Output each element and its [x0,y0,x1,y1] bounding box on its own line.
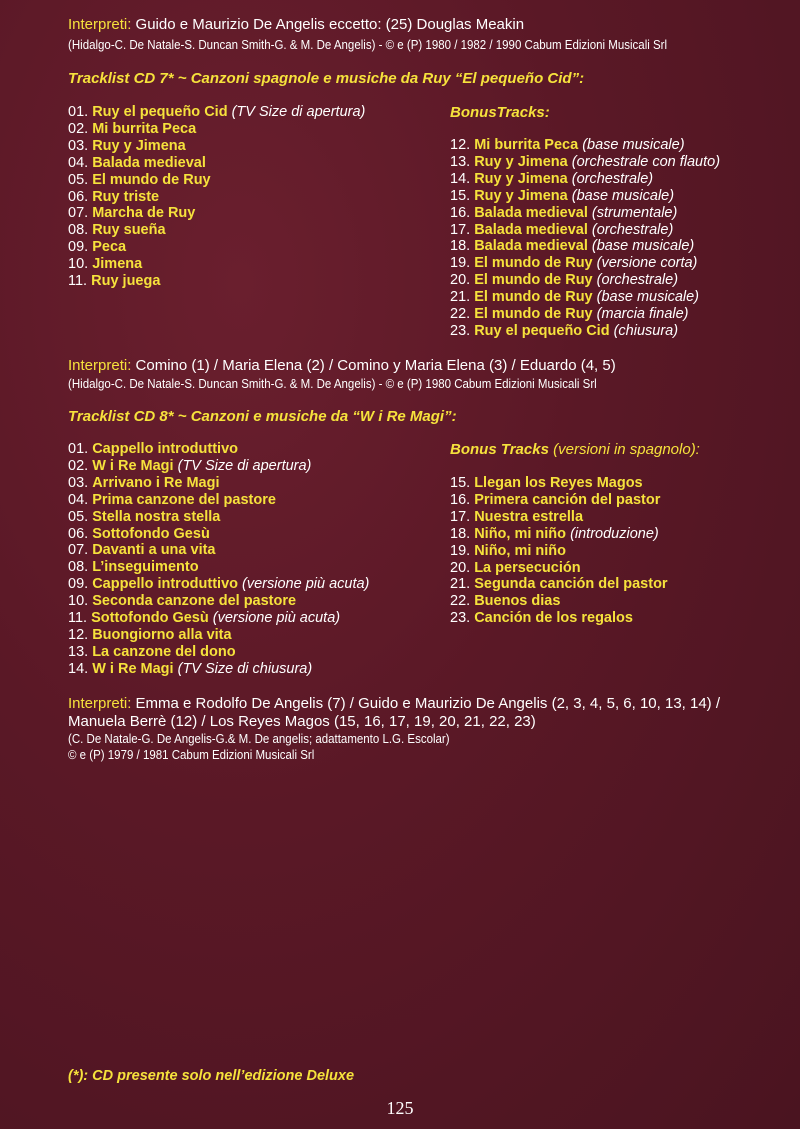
cd8-left-list [68,441,369,678]
track-title: Peca [92,239,127,256]
track-row [450,188,720,205]
track-row [68,542,369,559]
track-number: 04. [68,154,89,171]
track-title: Seconda canzone del pastore [92,593,297,610]
track-note: (introduzione) [570,525,659,542]
track-row [68,526,369,543]
track-row [450,526,668,543]
track-number: 13. [68,643,89,660]
track-title: Ruy el pequeño Cid [92,104,228,120]
track-number: 05. [68,171,89,188]
track-title: Ruy el pequeño Cid [474,322,610,339]
track-number: 15. [450,187,471,204]
track-row [68,138,365,155]
track-row [450,492,668,509]
track-title: El mundo de Ruy [474,255,593,272]
interpreti-label: Interpreti: [68,16,132,33]
track-title: Cappello introduttivo [92,576,238,593]
track-row [68,205,365,222]
track-number: 18. [450,238,471,255]
track-row [68,189,365,206]
track-number: 04. [68,491,89,508]
track-row [68,239,365,256]
track-row [68,104,365,121]
credits-line-1: (Hidalgo-C. De Natale-S. Duncan Smith-G. & M. De Angelis) - © e (P) 1980 / 1982 / 1990 Cabum Edizioni Musicali Srl [68,38,668,52]
track-row [68,644,369,661]
track-row [68,559,369,576]
track-title: El mundo de Ruy [474,272,593,289]
track-title: La persecución [474,559,581,576]
track-note: (base musicale) [596,289,699,306]
track-title: W i Re Magi [92,660,174,677]
track-note: (marcia finale) [596,306,689,323]
track-number: 03. [68,137,89,154]
cd8-credits-1: (C. De Natale-G. De Angelis-G.& M. De angelis; adattamento L.G. Escolar) [68,732,450,746]
cd8-bonus-label: Bonus Tracks [450,441,549,458]
track-row [68,256,365,273]
track-row [450,205,720,222]
track-row [68,121,365,138]
track-row [450,560,668,577]
track-row [68,509,369,526]
track-number: 17. [450,221,471,238]
track-note: (base musicale) [582,137,685,153]
track-title: Balada medieval [474,221,588,238]
track-note: (strumentale) [591,204,678,221]
track-note: (TV Size di chiusura) [177,660,313,677]
track-title: Mi burrita Peca [92,120,197,137]
track-row [68,661,369,678]
track-row [450,593,668,610]
track-title: Ruy y Jimena [474,187,568,204]
cd8-bonus-header [450,441,700,458]
track-title: Balada medieval [474,238,588,255]
track-row [68,593,369,610]
track-title: Sottofondo Gesù [92,525,210,542]
track-number: 17. [450,508,471,525]
track-title: Jimena [92,256,143,273]
track-row [450,272,720,289]
track-note: (orchestrale) [596,272,679,289]
track-title: Llegan los Reyes Magos [474,475,643,491]
track-row [68,492,369,509]
track-number: 06. [68,188,89,205]
track-number: 05. [68,508,89,525]
track-row [450,255,720,272]
track-row [450,222,720,239]
track-title: Ruy y Jimena [474,170,568,187]
track-number: 09. [68,576,89,593]
page-number: 125 [386,1098,414,1118]
track-number: 11. [68,273,88,290]
track-number: 02. [68,120,89,137]
track-number: 09. [68,239,89,256]
cd8-interpreti-label: Interpreti: [68,695,132,712]
track-row [450,171,720,188]
track-row [450,610,668,627]
track-title: Ruy y Jimena [92,137,186,154]
track-note: (orchestrale) [591,221,674,238]
cd8-interpreti-2: Manuela Berrè (12) / Los Reyes Magos (15, 16, 17, 19, 20, 21, 22, 23) [68,713,536,730]
track-row [68,458,369,475]
track-title: Buenos dias [474,593,561,610]
cd7-interpreti-text: Comino (1) / Maria Elena (2) / Comino y Maria Elena (3) / Eduardo (4, 5) [135,357,616,374]
track-number: 10. [68,256,89,273]
track-number: 03. [68,474,89,491]
track-title: Ruy y Jimena [474,153,568,170]
track-number: 07. [68,205,89,222]
track-row [450,323,720,340]
cd7-credits: (Hidalgo-C. De Natale-S. Duncan Smith-G. & M. De Angelis) - © e (P) 1980 Cabum Edizioni Musicali Srl [68,377,597,391]
track-number: 16. [450,491,471,508]
track-title: Segunda canción del pastor [474,576,668,593]
footnote: (*): CD presente solo nell’edizione Deluxe [68,1068,355,1084]
track-number: 12. [68,626,89,643]
track-note: (base musicale) [591,238,695,255]
track-row [68,610,369,627]
track-title: Davanti a una vita [92,542,216,559]
track-row [450,576,668,593]
track-note: (versione corta) [596,255,698,272]
track-note: (versione più acuta) [242,576,370,593]
interpreti-line-1 [68,16,524,33]
track-number: 11. [68,610,88,627]
track-number: 01. [68,104,89,120]
track-title: Cappello introduttivo [92,441,238,457]
cd7-right-list [450,137,720,340]
track-row [68,273,365,290]
track-number: 20. [450,559,471,576]
cd8-bonus-note: (versioni in spagnolo): [553,441,700,458]
cd8-heading: Tracklist CD 8* ~ Canzoni e musiche da “W i Re Magi”: [68,408,457,425]
track-number: 16. [450,204,471,221]
cd8-right-list [450,475,668,627]
track-title: Balada medieval [474,204,588,221]
track-row [450,306,720,323]
track-row [450,475,668,492]
track-number: 22. [450,593,471,610]
cd7-heading: Tracklist CD 7* ~ Canzoni spagnole e musiche da Ruy “El pequeño Cid”: [68,70,585,87]
track-title: L’inseguimento [92,559,199,576]
track-title: Ruy sueña [92,222,166,239]
track-number: 12. [450,137,471,153]
track-number: 18. [450,525,471,542]
track-row [68,441,369,458]
track-title: Balada medieval [92,154,206,171]
track-number: 13. [450,153,471,170]
track-title: Mi burrita Peca [474,137,579,153]
track-row [68,576,369,593]
track-note: (orchestrale con flauto) [571,153,721,170]
track-number: 02. [68,457,89,474]
track-title: Ruy triste [92,188,160,205]
track-number: 08. [68,222,89,239]
track-title: Niño, mi niño [474,525,567,542]
track-number: 20. [450,272,471,289]
cd7-interpreti-label: Interpreti: [68,357,132,374]
track-row [68,222,365,239]
track-row [450,543,668,560]
track-number: 14. [68,660,89,677]
track-number: 19. [450,542,471,559]
track-row [68,155,365,172]
track-title: W i Re Magi [92,457,174,474]
track-title: Nuestra estrella [474,508,584,525]
track-number: 06. [68,525,89,542]
track-title: Arrivano i Re Magi [92,474,220,491]
track-row [68,627,369,644]
track-number: 22. [450,306,471,323]
track-row [450,509,668,526]
cd7-interpreti [68,357,616,374]
track-row [450,238,720,255]
track-number: 01. [68,441,89,457]
track-note: (orchestrale) [571,170,654,187]
cd8-interpreti-1 [68,695,720,712]
track-title: Stella nostra stella [92,508,221,525]
track-title: Prima canzone del pastore [92,491,276,508]
track-title: La canzone del dono [92,643,236,660]
track-note: (versione più acuta) [212,610,341,627]
track-title: El mundo de Ruy [474,306,593,323]
track-number: 23. [450,610,471,627]
cd8-credits-2: © e (P) 1979 / 1981 Cabum Edizioni Musicali Srl [68,748,315,762]
track-title: Buongiorno alla vita [92,626,232,643]
track-row [68,172,365,189]
track-title: Primera canción del pastor [474,491,661,508]
track-title: Sottofondo Gesù [91,610,209,627]
track-note: (TV Size di apertura) [231,104,366,120]
interpreti-text: Guido e Maurizio De Angelis eccetto: (25) Douglas Meakin [135,16,525,33]
track-title: Canción de los regalos [474,610,633,627]
track-title: Ruy juega [91,273,161,290]
track-number: 08. [68,559,89,576]
track-number: 23. [450,322,471,339]
track-row [450,154,720,171]
track-note: (base musicale) [571,187,675,204]
track-number: 21. [450,289,471,306]
track-number: 14. [450,170,471,187]
track-title: Marcha de Ruy [92,205,196,222]
track-row [450,289,720,306]
track-row [450,137,720,154]
track-number: 07. [68,542,89,559]
track-number: 21. [450,576,471,593]
track-note: (TV Size di apertura) [177,457,312,474]
cd7-bonus-label: BonusTracks: [450,104,550,121]
track-row [68,475,369,492]
track-number: 10. [68,593,89,610]
track-title: El mundo de Ruy [474,289,593,306]
track-number: 19. [450,255,471,272]
cd8-interpreti-text-1: Emma e Rodolfo De Angelis (7) / Guido e Maurizio De Angelis (2, 3, 4, 5, 6, 10, 13, 14) / [135,695,721,712]
track-title: El mundo de Ruy [92,171,211,188]
track-number: 15. [450,475,471,491]
track-title: Niño, mi niño [474,542,567,559]
track-note: (chiusura) [613,322,679,339]
cd7-left-list [68,104,365,290]
